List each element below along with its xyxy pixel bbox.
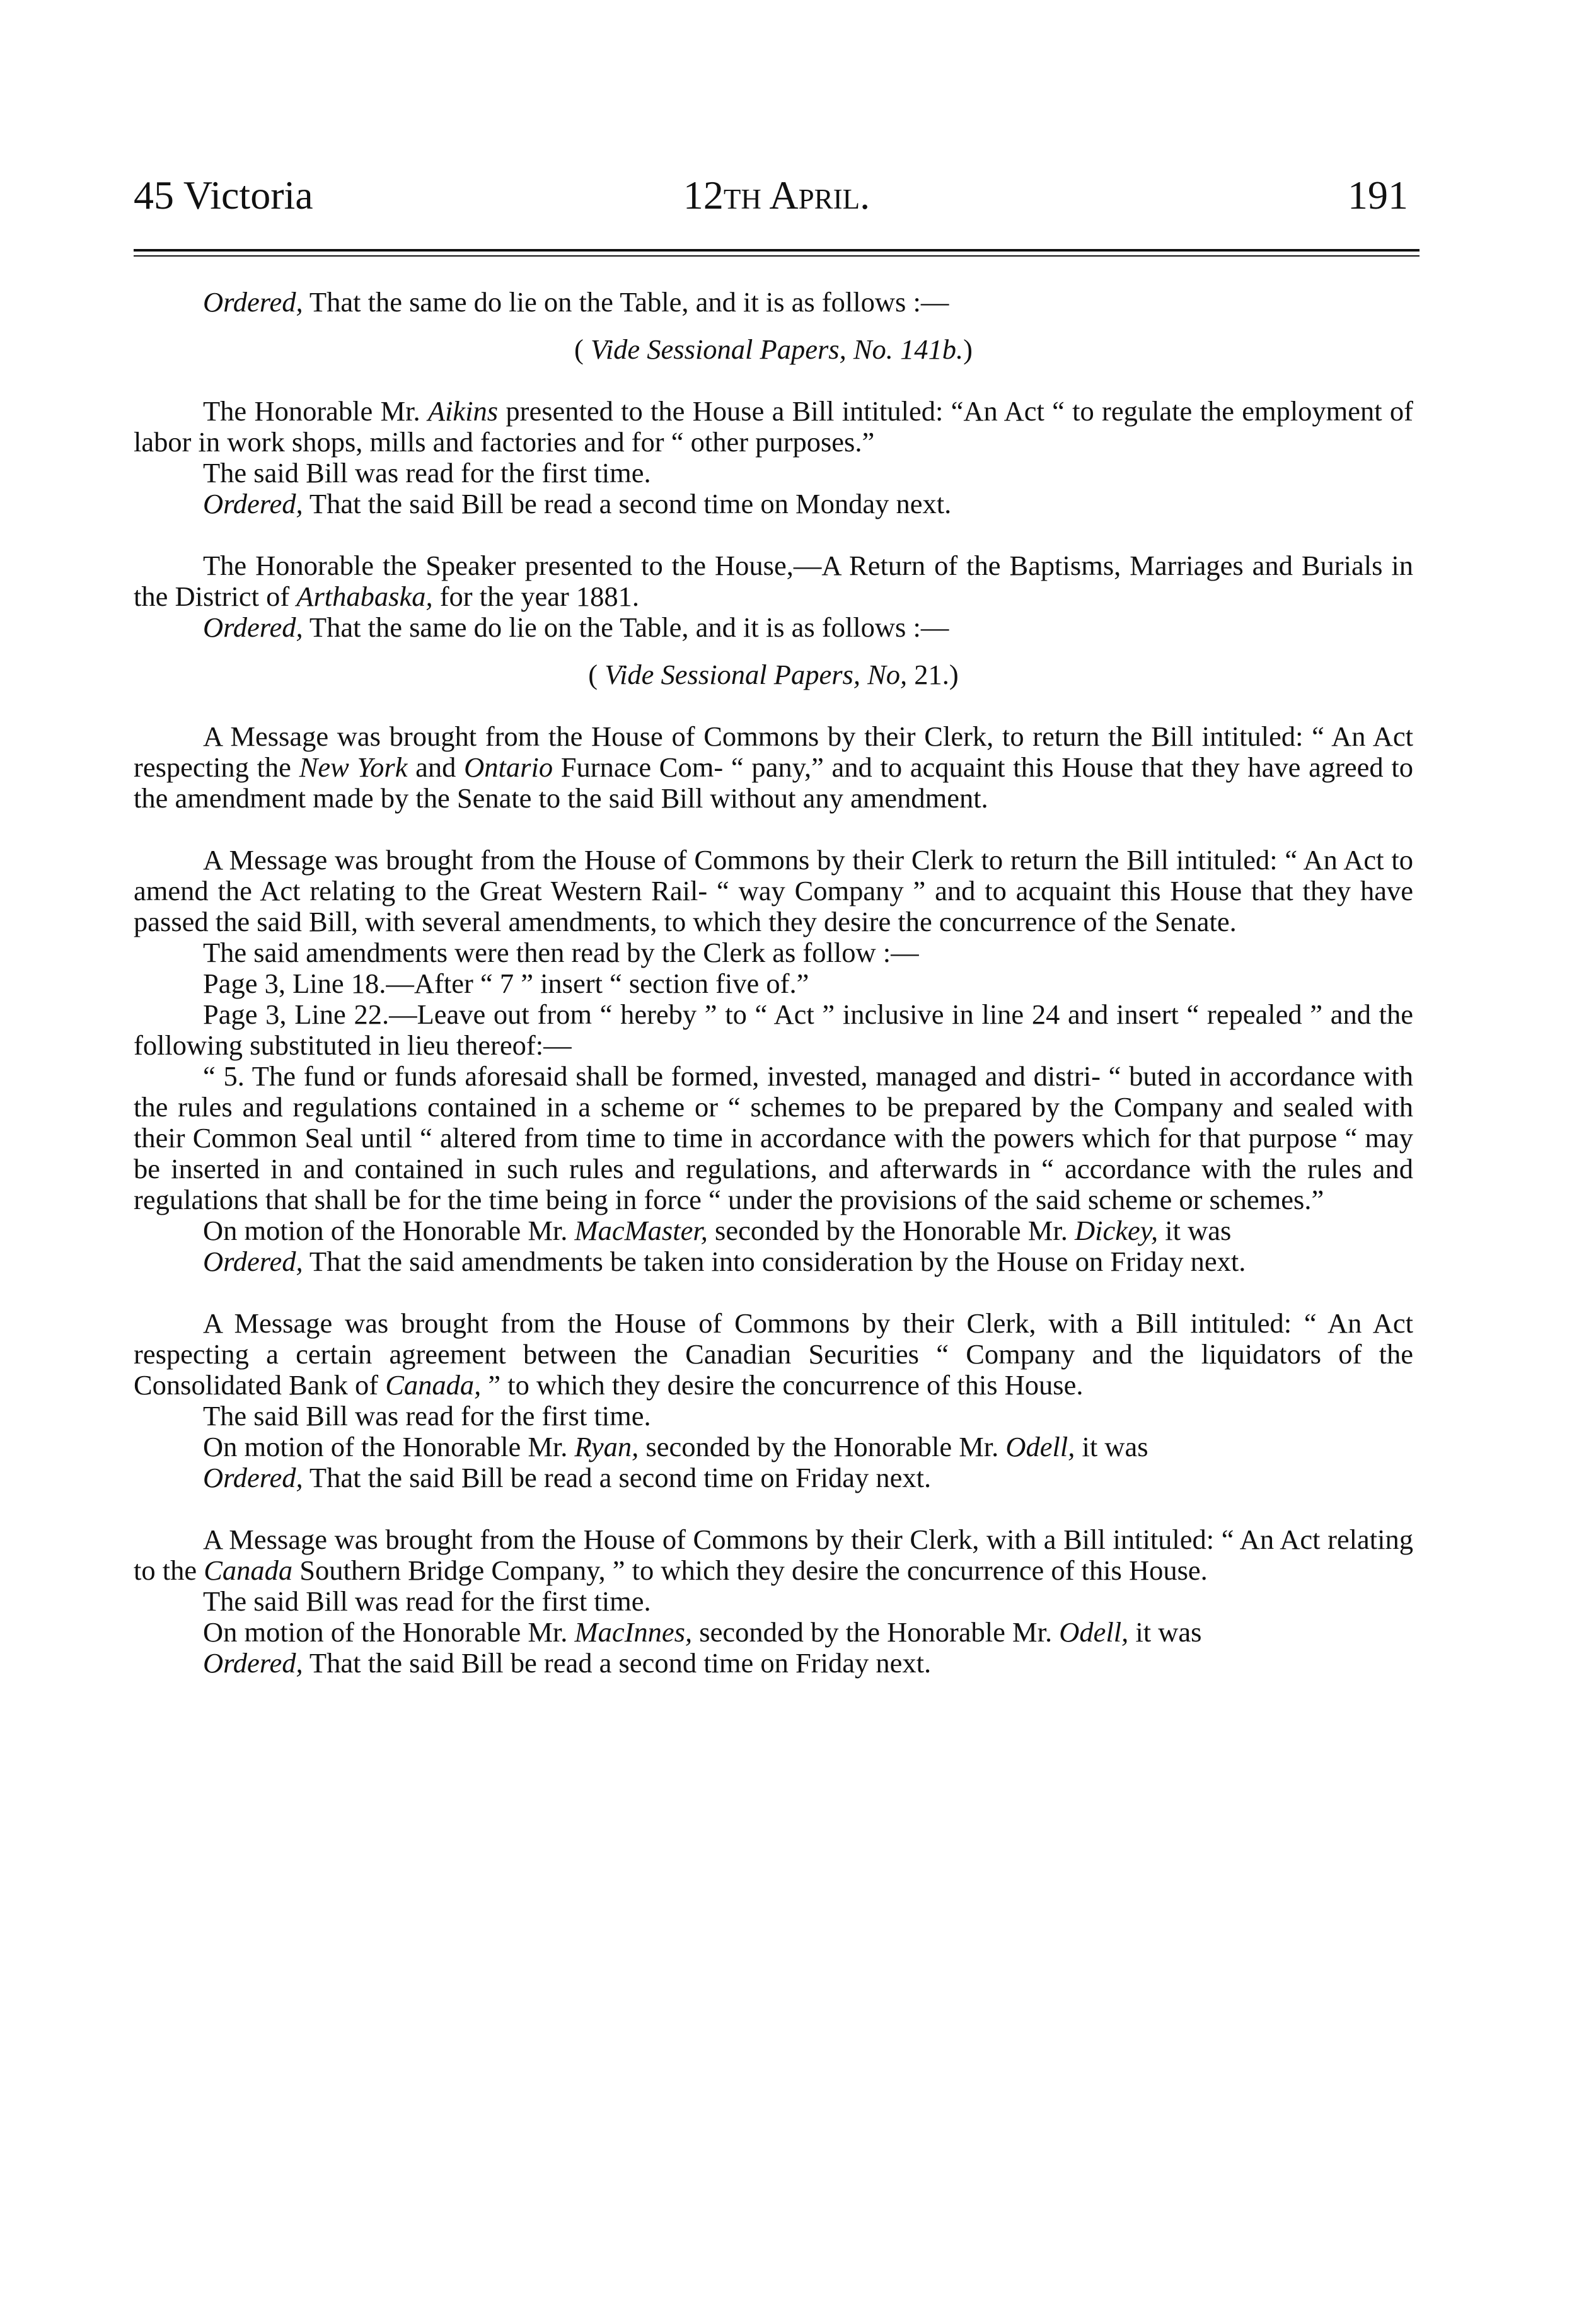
text-run: seconded by the Honorable Mr.: [639, 1431, 1006, 1462]
italic-run: Ordered,: [203, 1647, 303, 1679]
italic-run: Dickey,: [1074, 1215, 1159, 1246]
paragraph-gap: [134, 365, 1413, 396]
italic-run: Ryan,: [574, 1431, 639, 1462]
text-run: seconded by the Honorable Mr.: [707, 1215, 1075, 1246]
body-paragraph: [134, 1401, 1413, 1432]
text-run: That the same do lie on the Table, and it is as follows :—: [303, 286, 949, 318]
text-run: ” to which they desire the concurrence of this House.: [481, 1369, 1084, 1401]
body-paragraph: [134, 937, 1413, 968]
body-paragraph: [134, 1432, 1413, 1462]
body-paragraph: [134, 1617, 1413, 1648]
text-run: The said Bill was read for the first time.: [203, 1400, 651, 1432]
italic-run: Ontario: [464, 751, 553, 783]
text-run: That the said Bill be read a second time on Friday next.: [303, 1462, 932, 1493]
journal-page: [134, 0, 1420, 2321]
paragraph-gap: [134, 1277, 1413, 1308]
paragraph-gap: [134, 690, 1413, 721]
text-run: The said Bill was read for the first time.: [203, 1585, 651, 1617]
body-paragraph: [134, 1462, 1413, 1493]
text-run: Furnace Com- “ pany,” and to acquaint this House that they have agreed to the amendment made by the Senate to the said Bill without any amendment.: [134, 751, 1413, 814]
italic-run: Odell,: [1059, 1616, 1129, 1648]
text-run: (: [574, 333, 584, 365]
text-run: That the same do lie on the Table, and it is as follows :—: [303, 611, 949, 643]
italic-run: Canada: [204, 1554, 293, 1586]
body-paragraph: [134, 1648, 1413, 1679]
text-run: On motion of the Honorable Mr.: [203, 1616, 575, 1648]
body-paragraph: [134, 845, 1413, 937]
text-run: A Message was brought from the House of Commons by their Clerk, with a Bill intituled: “ An Act relating to the: [134, 1524, 1413, 1586]
italic-run: New York: [299, 751, 408, 783]
text-run: A Message was brought from the House of Commons by their Clerk, with a Bill intituled: “ An Act respecting a certain agreement between the Canadian Securities “ Company and the liquidators of the Consolidated Bank of: [134, 1307, 1413, 1401]
text-run: 21.): [907, 659, 959, 690]
body-paragraph: [134, 550, 1413, 612]
text-run: That the said Bill be read a second time on Friday next.: [303, 1647, 932, 1679]
italic-run: Arthabaska,: [296, 581, 433, 612]
body-paragraph: [134, 721, 1413, 814]
text-run: it was: [1075, 1431, 1148, 1462]
body-paragraph: [134, 1215, 1413, 1246]
body-paragraph: [134, 287, 1413, 318]
text-run: Page 3, Line 22.—Leave out from “ hereby ” to “ Act ” inclusive in line 24 and insert “ repealed ” and the following substituted in lieu thereof:—: [134, 998, 1413, 1061]
text-run: ): [963, 333, 973, 365]
italic-run: MacInnes,: [574, 1616, 693, 1648]
paragraph-gap: [134, 519, 1413, 550]
text-run: it was: [1158, 1215, 1232, 1246]
text-run: The Honorable the Speaker presented to the House,—A Return of the Baptisms, Marriages and Burials in the District of: [134, 550, 1413, 612]
italic-run: Ordered,: [203, 488, 303, 519]
text-run: Southern Bridge Company, ” to which they desire the concurrence of this House.: [292, 1554, 1208, 1586]
paragraph-gap: [134, 1493, 1413, 1524]
italic-run: Vide Sessional Papers, No. 141b.: [583, 333, 964, 365]
text-run: (: [588, 659, 598, 690]
paragraph-gap: [134, 814, 1413, 845]
body-paragraph: [134, 1586, 1413, 1617]
text-run: The said amendments were then read by the Clerk as follow :—: [203, 937, 919, 968]
text-run: for the year 1881.: [432, 581, 640, 612]
body-paragraph: [134, 999, 1413, 1061]
italic-run: MacMaster,: [574, 1215, 708, 1246]
italic-run: Ordered,: [203, 1462, 303, 1493]
session-label: 45 Victoria: [134, 173, 313, 217]
text-run: That the said Bill be read a second time on Monday next.: [303, 488, 952, 519]
body-paragraph: [134, 612, 1413, 643]
italic-run: Ordered,: [203, 286, 303, 318]
page-number: 191: [1348, 173, 1408, 217]
text-run: it was: [1128, 1616, 1202, 1648]
body-paragraph: [134, 489, 1413, 519]
body-paragraph: [134, 396, 1413, 458]
text-run: A Message was brought from the House of Commons by their Clerk, to return the Bill intituled: “ An Act respecting the: [134, 721, 1413, 783]
text-run: A Message was brought from the House of Commons by their Clerk to return the Bill intituled: “ An Act to amend the Act relating to the Great Western Rail- “ way Company ” and to acquaint this House that they have passed the said Bill, with several amendments, to which they desire the concurrence of the Senate.: [134, 844, 1413, 937]
text-run: and: [407, 751, 465, 783]
italic-run: Canada,: [385, 1369, 482, 1401]
italic-run: Aikins: [427, 395, 499, 427]
body-paragraph: [134, 1524, 1413, 1586]
paragraph-gap: [134, 318, 1413, 334]
italic-run: Ordered,: [203, 611, 303, 643]
text-run: “ 5. The fund or funds aforesaid shall be formed, invested, managed and distri- “ buted in accordance with the rules and regulations contained in a scheme or “ schemes to be prepared by the Company and sealed with their Common Seal until “ altered from time to time in accordance with the powers which for that purpose “ may be inserted in and contained in such rules and regulations, and afterwards in “ accordance with the rules and regulations that shall be for the time being in force “ under the provisions of the said scheme or schemes.”: [134, 1060, 1413, 1215]
text-run: The Honorable Mr.: [203, 395, 428, 427]
body-paragraph: [134, 1246, 1413, 1277]
running-header: [134, 167, 1420, 224]
text-run: The said Bill was read for the first time.: [203, 457, 651, 489]
body-paragraph: [134, 458, 1413, 489]
page-body: [134, 287, 1413, 1679]
date-label: 12th April.: [683, 173, 870, 217]
italic-run: Vide Sessional Papers, No,: [598, 659, 908, 690]
body-paragraph: [134, 968, 1413, 999]
text-run: presented to the House a Bill intituled: “An Act “ to regulate the employment of labor in work shops, mills and factories and for “ other purposes.”: [134, 395, 1414, 458]
header-rule-thick: [134, 249, 1420, 252]
text-run: That the said amendments be taken into consideration by the House on Friday next.: [303, 1246, 1246, 1277]
text-run: On motion of the Honorable Mr.: [203, 1215, 575, 1246]
text-run: On motion of the Honorable Mr.: [203, 1431, 575, 1462]
italic-run: Odell,: [1005, 1431, 1075, 1462]
header-rule-thin: [134, 255, 1420, 257]
body-paragraph: [134, 659, 1413, 690]
text-run: Page 3, Line 18.—After “ 7 ” insert “ section five of.”: [203, 968, 809, 999]
italic-run: Ordered,: [203, 1246, 303, 1277]
body-paragraph: [134, 1061, 1413, 1215]
body-paragraph: [134, 334, 1413, 365]
text-run: seconded by the Honorable Mr.: [692, 1616, 1060, 1648]
paragraph-gap: [134, 643, 1413, 659]
body-paragraph: [134, 1308, 1413, 1401]
